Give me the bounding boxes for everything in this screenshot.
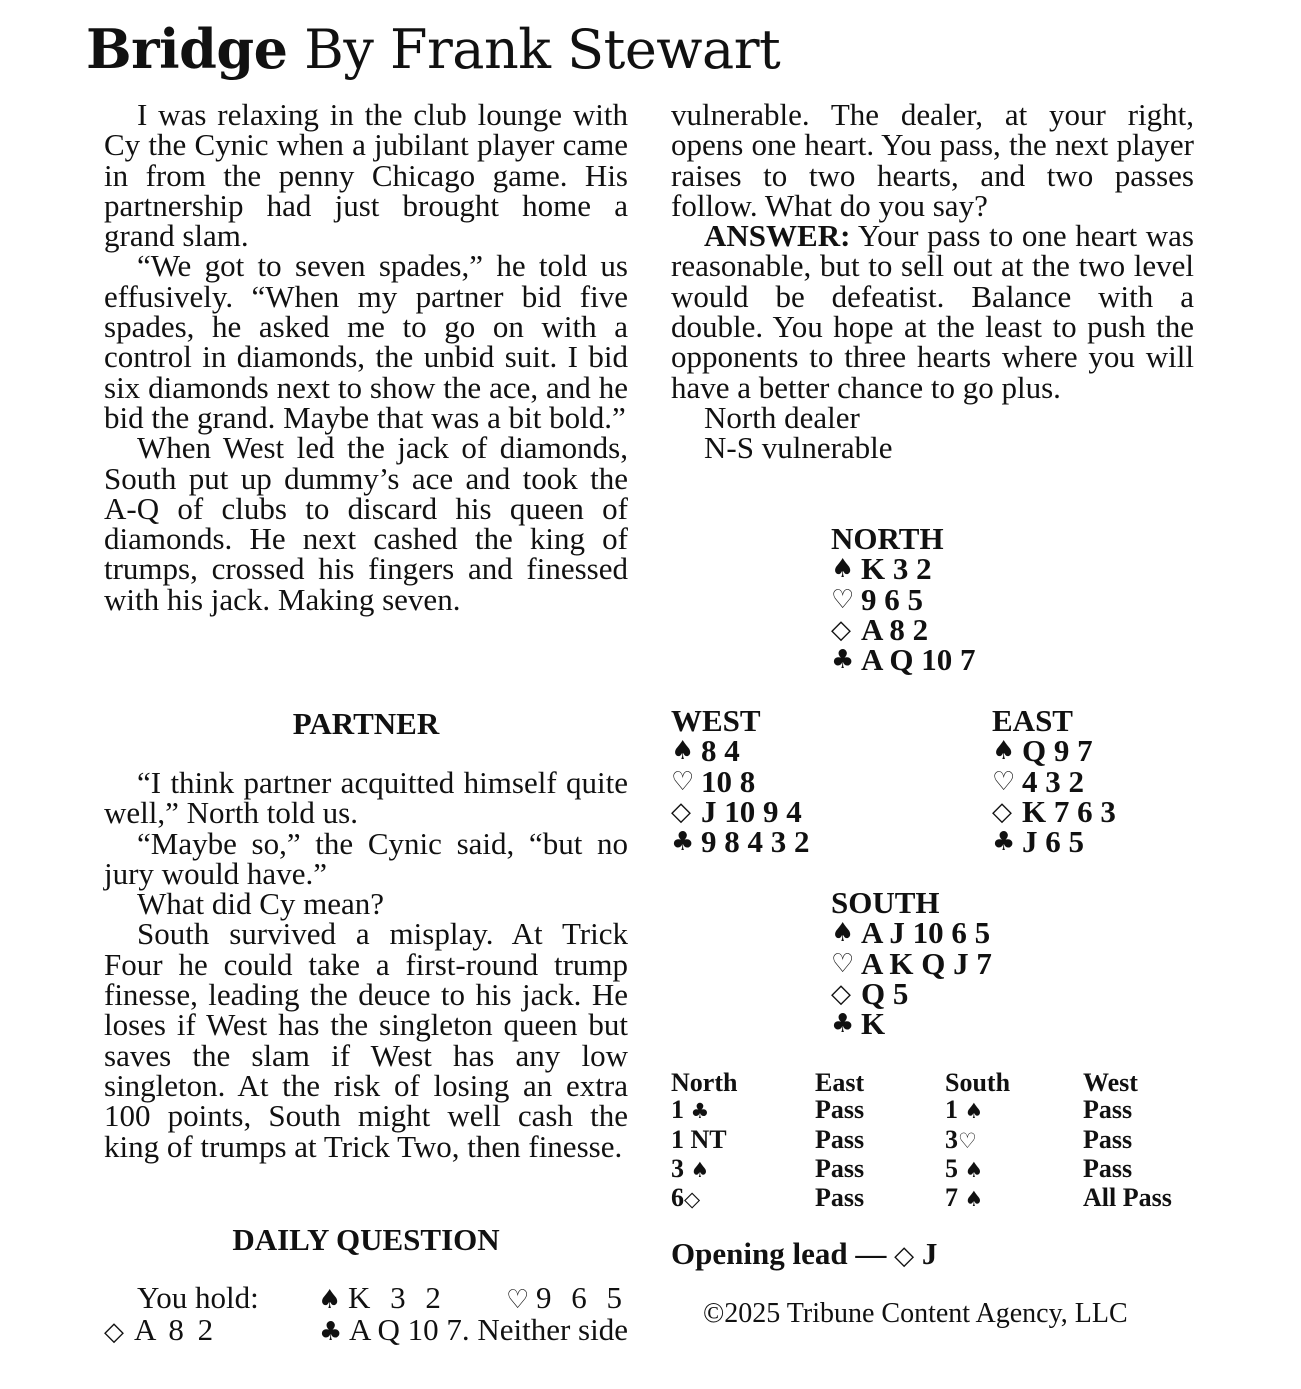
story-paragraph: “I think partner acquitted himself quite well,” North told us. bbox=[104, 765, 628, 831]
club-icon: ♣ bbox=[992, 827, 1016, 858]
diamond-icon: ◇ bbox=[992, 797, 1012, 828]
bid-cell bbox=[945, 1126, 1083, 1155]
spade-icon: ♠ bbox=[964, 1157, 984, 1182]
hand-east bbox=[992, 703, 1116, 860]
club-icon: ♣ bbox=[690, 1099, 710, 1124]
heart-icon: ♡ bbox=[671, 766, 695, 797]
hand-holding: 8 4 bbox=[701, 733, 740, 769]
hand-holding: 10 8 bbox=[701, 763, 756, 799]
spade-icon: ♠ bbox=[964, 1099, 984, 1124]
opening-lead-label: Opening lead — bbox=[671, 1236, 895, 1271]
heart-icon: ♡ bbox=[831, 584, 855, 615]
bidding-header: North bbox=[671, 1068, 738, 1097]
bid-text: 3 bbox=[945, 1124, 958, 1154]
club-icon: ♣ bbox=[831, 645, 855, 676]
bid-text: All Pass bbox=[1083, 1183, 1172, 1213]
diamond-icon: ◇ bbox=[894, 1241, 915, 1271]
spade-icon: ♠ bbox=[831, 918, 855, 949]
story-paragraph: vulnerable. The dealer, at your right, opens one heart. You pass, the next player raises to two hearts, and two passes follow. What do you say? bbox=[671, 97, 1194, 223]
hand-label: NORTH bbox=[831, 521, 944, 556]
story-paragraph: I was relaxing in the club lounge with Cy the Cynic when a jubilant player came in from the penny Chicago game. His partnership had just brought home a grand slam. bbox=[104, 97, 628, 254]
bidding-header: South bbox=[945, 1068, 1011, 1097]
heart-icon: ♡ bbox=[992, 766, 1016, 797]
hand-label: SOUTH bbox=[831, 885, 940, 920]
bidding-row bbox=[671, 1126, 1172, 1155]
hand-holding: A Q 10 7 bbox=[861, 642, 976, 678]
hand-holding: Q 9 7 bbox=[1022, 733, 1093, 769]
spade-icon: ♠ bbox=[831, 554, 855, 585]
partner-heading: PARTNER bbox=[292, 706, 440, 741]
title-byline: By Frank Stewart bbox=[304, 18, 781, 81]
hand-south bbox=[831, 885, 992, 1042]
bid-cell bbox=[671, 1155, 815, 1184]
you-hold-label: You hold: bbox=[137, 1280, 259, 1315]
story-paragraph: When West led the jack of diamonds, South put up dummy’s ace and took the A-Q of clubs to discard his queen of diamonds. He next cashed the king of trumps, crossed his fingers and finessed with his jack. Making seven. bbox=[104, 430, 628, 617]
opening-lead-card: J bbox=[914, 1236, 938, 1271]
diamond-icon: ◇ bbox=[684, 1187, 701, 1212]
bid-text: 7 bbox=[945, 1183, 965, 1213]
bid-cell bbox=[815, 1184, 945, 1213]
hand-holding: J 10 9 4 bbox=[701, 793, 802, 829]
club-icon: ♣ bbox=[671, 827, 695, 858]
hand-holding: K bbox=[861, 1006, 886, 1042]
bid-text: 1 NT bbox=[671, 1124, 727, 1154]
bid-cell bbox=[1083, 1096, 1172, 1125]
you-hold-clubs: ♣ A Q 10 7. Neither side bbox=[319, 1312, 628, 1347]
you-hold-diamonds: ◇ A 8 2 bbox=[104, 1312, 217, 1347]
spade-icon: ♠ bbox=[690, 1157, 710, 1182]
bidding-row bbox=[671, 1184, 1172, 1213]
story-right-column bbox=[671, 97, 1194, 466]
hand-holding: 9 8 4 3 2 bbox=[701, 824, 810, 860]
hand-holding: K 7 6 3 bbox=[1022, 793, 1116, 829]
hand-holding: A 8 2 bbox=[861, 611, 929, 647]
bid-text: 6 bbox=[671, 1183, 684, 1213]
bid-cell bbox=[945, 1096, 1083, 1125]
hand-holding: A K Q J 7 bbox=[861, 945, 992, 981]
club-icon: ♣ bbox=[319, 1317, 343, 1347]
bid-cell bbox=[671, 1184, 815, 1213]
you-hold-line-2 bbox=[104, 1312, 628, 1347]
bidding-header: West bbox=[1083, 1068, 1138, 1097]
opening-lead bbox=[671, 1236, 937, 1272]
bid-text: Pass bbox=[815, 1124, 865, 1154]
you-hold-spades: ♠ K 3 2 bbox=[317, 1280, 447, 1315]
spade-icon: ♠ bbox=[964, 1187, 984, 1212]
club-icon: ♣ bbox=[831, 1009, 855, 1040]
hand-west bbox=[671, 703, 810, 860]
bid-cell bbox=[815, 1126, 945, 1155]
diamond-icon: ◇ bbox=[831, 615, 851, 646]
bidding-header-row bbox=[671, 1069, 1172, 1096]
hand-holding: 9 6 5 bbox=[861, 581, 923, 617]
bid-cell bbox=[1083, 1184, 1172, 1213]
bid-text: Pass bbox=[1083, 1124, 1133, 1154]
heart-icon: ♡ bbox=[831, 948, 855, 979]
column-title bbox=[86, 14, 780, 85]
you-hold-line-1 bbox=[104, 1280, 628, 1315]
bid-cell bbox=[815, 1155, 945, 1184]
hand-holding: 4 3 2 bbox=[1022, 763, 1084, 799]
bid-text: 5 bbox=[945, 1153, 965, 1183]
diamond-icon: ◇ bbox=[831, 979, 851, 1010]
bid-cell bbox=[1083, 1155, 1172, 1184]
bid-cell bbox=[671, 1126, 815, 1155]
bid-cell bbox=[671, 1096, 815, 1125]
bid-text: 1 bbox=[671, 1095, 691, 1125]
bid-cell bbox=[945, 1155, 1083, 1184]
bidding-header: East bbox=[815, 1068, 865, 1097]
partner-section bbox=[104, 765, 628, 1164]
hand-label: EAST bbox=[992, 703, 1073, 738]
dealer-line: North dealer bbox=[704, 399, 860, 435]
hand-holding: A J 10 6 5 bbox=[861, 915, 991, 951]
daily-question-heading: DAILY QUESTION bbox=[232, 1222, 500, 1257]
bid-text: Pass bbox=[1083, 1095, 1133, 1125]
hand-north bbox=[831, 521, 976, 678]
answer-label: ANSWER: bbox=[704, 218, 851, 254]
hand-label: WEST bbox=[671, 703, 761, 738]
spade-icon: ♠ bbox=[671, 736, 695, 767]
spade-icon: ♠ bbox=[317, 1285, 342, 1315]
bid-text: 1 bbox=[945, 1095, 965, 1125]
bidding-row bbox=[671, 1096, 1172, 1125]
vulnerability-line: N-S vulnerable bbox=[704, 430, 893, 466]
you-hold-block bbox=[104, 1280, 628, 1347]
story-left-column bbox=[104, 97, 628, 617]
answer-text: Your pass to one heart was reasonable, but to sell out at the two level would be defeatist. Balance with a double. You hope at the least to push the opponents to three hearts where you will have a better chance to go plus. bbox=[671, 218, 1194, 405]
bid-text: Pass bbox=[815, 1153, 865, 1183]
bid-cell bbox=[815, 1096, 945, 1125]
answer-paragraph bbox=[671, 218, 1194, 405]
diamond-icon: ◇ bbox=[671, 797, 691, 828]
hand-holding: Q 5 bbox=[861, 975, 909, 1011]
story-paragraph: “Maybe so,” the Cynic said, “but no jury would have.” bbox=[104, 825, 628, 891]
copyright-notice: ©2025 Tribune Content Agency, LLC bbox=[703, 1298, 1128, 1329]
bid-cell bbox=[1083, 1126, 1172, 1155]
bid-cell bbox=[945, 1184, 1083, 1213]
heart-icon: ♡ bbox=[958, 1128, 977, 1153]
bid-text: Pass bbox=[815, 1183, 865, 1213]
spade-icon: ♠ bbox=[992, 736, 1016, 767]
bidding-table bbox=[671, 1069, 1172, 1213]
bid-text: Pass bbox=[1083, 1153, 1133, 1183]
story-paragraph: What did Cy mean? bbox=[137, 886, 385, 922]
hand-holding: J 6 5 bbox=[1022, 824, 1084, 860]
bidding-row bbox=[671, 1155, 1172, 1184]
story-paragraph: “We got to seven spades,” he told us effusively. “When my partner bid five spades, he asked me to go on with a control in diamonds, the unbid suit. I bid six diamonds next to show the ace, and he bid the grand. Maybe that was a bit bold.” bbox=[104, 248, 628, 435]
bid-text: Pass bbox=[815, 1095, 865, 1125]
story-paragraph: South survived a misplay. At Trick Four he could take a first-round trump finesse, leading the deuce to his jack. He loses if West has the singleton queen but saves the slam if West has any low singleton. At the risk of losing an extra 100 points, South might well cash the king of trumps at Trick Two, then finesse. bbox=[104, 916, 628, 1164]
heart-icon: ♡ bbox=[506, 1285, 530, 1315]
you-hold-hearts: ♡ 9 6 5 bbox=[506, 1280, 628, 1315]
diamond-icon: ◇ bbox=[104, 1317, 124, 1347]
title-bridge: Bridge bbox=[86, 17, 288, 81]
bid-text: 3 bbox=[671, 1153, 691, 1183]
hand-holding: K 3 2 bbox=[861, 551, 932, 587]
